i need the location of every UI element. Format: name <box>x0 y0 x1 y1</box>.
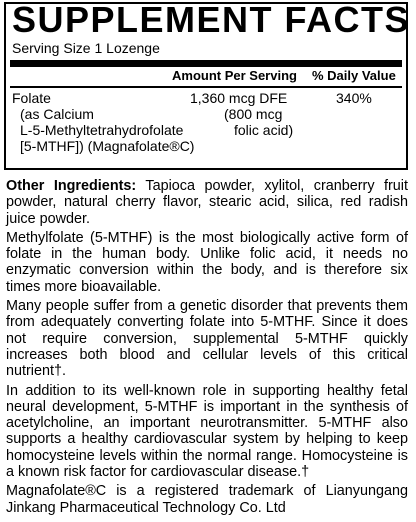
divider-thick <box>10 60 402 67</box>
amount-note: (800 mcg <box>224 106 283 122</box>
amount-value: 1,360 mcg DFE <box>190 90 288 106</box>
paragraph-neural-development: In addition to its well-known role in supporting healthy fetal neural development, 5-MTHF is important in the synthesis of acetylcholine, an important neurotransmitter. 5-MTHF also supports a healthy cardiovascular system by helping to keep homocysteine levels within the normal range. Homocysteine is a known risk factor for cardiovascular disease.† <box>6 382 408 481</box>
paragraph-genetic-disorder: Many people suffer from a genetic disorder that prevents them from adequately converting folate into 5-MTHF. Since it does not require conversion, supplemental 5-MTHF quickly increases both blood and cellular levels of this critical nutrient†. <box>6 298 408 380</box>
label-body-text <box>6 178 408 519</box>
nutrient-detail: [5-MTHF]) (Magnafolate®C) <box>20 138 195 154</box>
header-daily-value: % Daily Value <box>312 68 396 83</box>
daily-value: 340% <box>336 90 372 106</box>
serving-size: Serving Size 1 Lozenge <box>12 40 160 56</box>
paragraph-methylfolate: Methylfolate (5-MTHF) is the most biologically active form of folate in the human body. Unlike folic acid, it needs no enzymatic conversion within the body, and is therefore six times more bioavailable. <box>6 229 408 295</box>
facts-title: SUPPLEMENT FACTS <box>12 0 411 40</box>
amount-note: folic acid) <box>234 122 294 138</box>
supplement-facts-panel <box>4 0 411 170</box>
nutrient-name: Folate <box>12 90 51 106</box>
nutrient-detail: (as Calcium <box>20 106 94 122</box>
other-ingredients-label: Other Ingredients: <box>6 178 137 194</box>
header-amount: Amount Per Serving <box>172 68 297 83</box>
other-ingredients <box>6 178 408 227</box>
divider-thin <box>10 86 402 88</box>
other-ingredients-text: Tapioca powder, xylitol, cranberry fruit powder, natural cherry flavor, stearic acid, silica, red radish juice powder. <box>6 178 408 227</box>
paragraph-trademark: Magnafolate®C is a registered trademark of Lianyungang Jinkang Pharmaceutical Technology Co. Ltd <box>6 483 408 516</box>
nutrient-detail: L-5-Methyltetrahydrofolate <box>20 122 184 138</box>
